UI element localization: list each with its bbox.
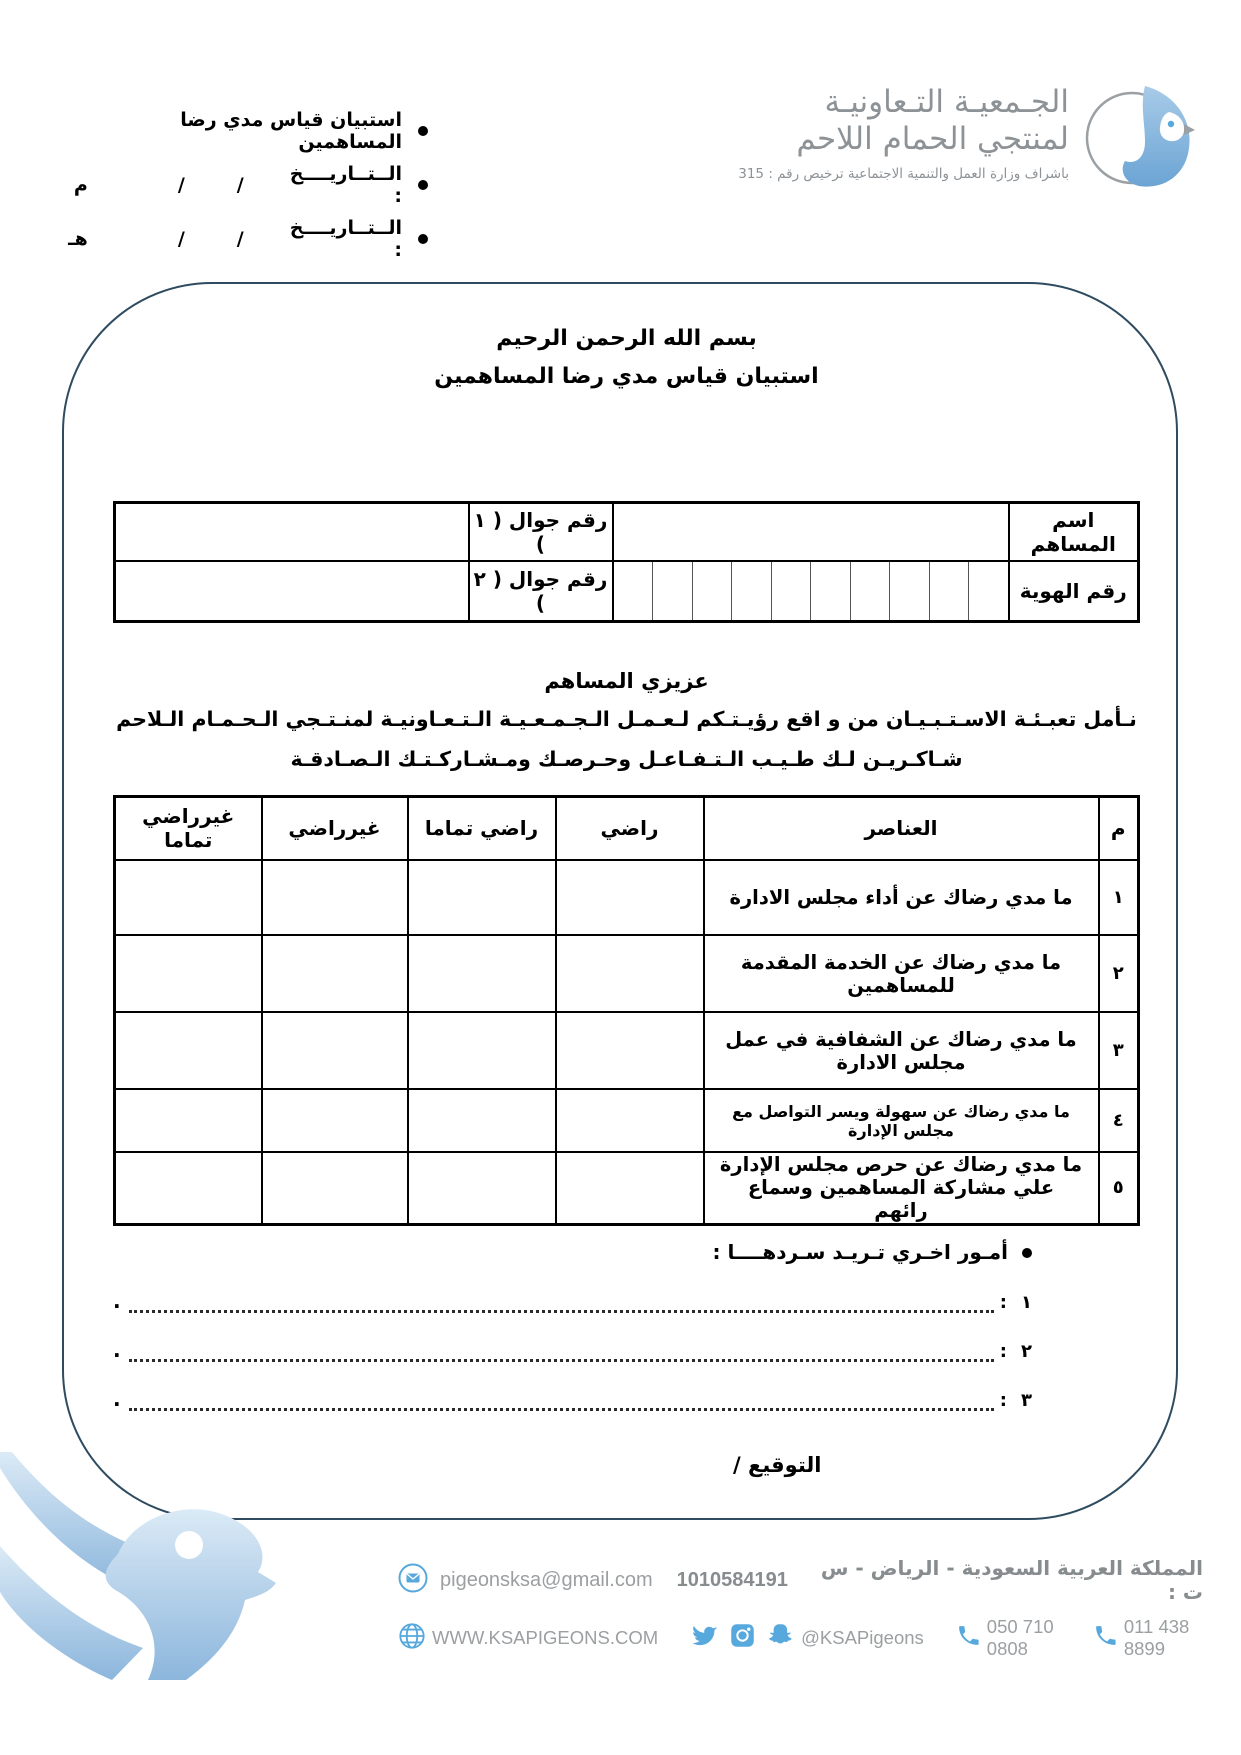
footer-phone1: 050 710 0808 [986, 1616, 1054, 1659]
note-period: . [113, 1386, 121, 1411]
bullet-date-gregorian [73, 158, 428, 212]
bullet-icon [1022, 1248, 1032, 1258]
footer-line2 [398, 1616, 1203, 1660]
survey-header-row [115, 796, 1139, 860]
survey-row [115, 1089, 1139, 1152]
rating-cell-satisfied[interactable] [556, 860, 704, 935]
footer [398, 1556, 1203, 1660]
survey-question: ما مدي رضاك عن حرص مجلس الإدارة علي مشاركة المساهمين وسماع رائهم [704, 1152, 1099, 1224]
bullet-icon [418, 180, 428, 190]
note-line [113, 1338, 1140, 1362]
globe-icon [398, 1622, 426, 1655]
row-number: ٤ [1099, 1089, 1139, 1152]
row-number: ٣ [1099, 1012, 1139, 1089]
header-items: العناصر [704, 796, 1099, 860]
rating-cell-very-unsatisfied[interactable] [115, 860, 262, 935]
rating-cell-very-unsatisfied[interactable] [115, 935, 262, 1012]
email-icon [398, 1563, 428, 1597]
intro-line2: شـاكـريـن لـك طـيـب الـتـفـاعـل وحـرصـك ومـشـاركـتـك الـصـادقـة [290, 746, 963, 771]
footer-line1 [398, 1556, 1203, 1604]
rating-cell-very-satisfied[interactable] [408, 860, 556, 935]
rating-cell-unsatisfied[interactable] [262, 860, 408, 935]
rating-cell-very-satisfied[interactable] [408, 935, 556, 1012]
header-satisfied: راضي [556, 796, 704, 860]
row-number: ٥ [1099, 1152, 1139, 1224]
id-number-cell [613, 561, 1009, 622]
survey-question: ما مدي رضاك عن سهولة ويسر التواصل مع مجلس الإدارة [704, 1089, 1099, 1152]
id-label: رقم الهوية [1009, 561, 1139, 622]
survey-row [115, 860, 1139, 935]
instagram-icon [729, 1622, 756, 1654]
bullet-icon [418, 126, 428, 136]
pigeon-logo-icon [1085, 84, 1197, 194]
header-unsatisfied: غيرراضي [262, 796, 408, 860]
survey-row [115, 1012, 1139, 1089]
other-notes-heading [113, 1240, 1140, 1264]
id-digit-box[interactable] [614, 562, 653, 620]
name-label: اسم المساهم [1009, 503, 1139, 561]
id-digit-box[interactable] [731, 562, 771, 620]
date-slash: / [236, 228, 244, 250]
row-number: ١ [1099, 860, 1139, 935]
date-slash: / [177, 174, 185, 196]
bullet-survey-title-text: استبيان قياس مدي رضا المساهمين [180, 109, 402, 153]
org-name-line1: الجـمعيـة التـعاونيـة [824, 84, 1069, 120]
date-slash: / [177, 228, 185, 250]
org-name-line2: لمنتجي الحمام اللاحم [796, 121, 1069, 157]
name-input[interactable] [613, 503, 1009, 561]
rating-cell-satisfied[interactable] [556, 1012, 704, 1089]
phone-icon [956, 1623, 981, 1653]
mobile2-input[interactable] [115, 561, 469, 622]
note-number: ٢ [1021, 1340, 1032, 1362]
mobile1-label: رقم جوال ( ١ ) [469, 503, 613, 561]
rating-cell-unsatisfied[interactable] [262, 935, 408, 1012]
rating-cell-very-satisfied[interactable] [408, 1089, 556, 1152]
id-digit-box[interactable] [692, 562, 732, 620]
header-num: م [1099, 796, 1139, 860]
date-label: الــتــاريــــخ : [289, 217, 402, 261]
id-digit-box[interactable] [850, 562, 890, 620]
survey-question: ما مدي رضاك عن أداء مجلس الادارة [704, 860, 1099, 935]
intro-line1: نـأمل تعبـئـة الاسـتـبـيـان من و اقع رؤيـتـكم لـعـمـل الـجـمـعـيـة الـتـعـاونيـة لمنـتـجي الـحـمـام الـلاحم [116, 706, 1137, 731]
greeting-text: عزيزي المساهم [544, 668, 709, 693]
footer-website[interactable]: WWW.KSAPIGEONS.COM [432, 1627, 659, 1648]
rating-cell-unsatisfied[interactable] [262, 1152, 408, 1224]
header-very-satisfied: راضي تماما [408, 796, 556, 860]
info-row-id [115, 561, 1139, 622]
note-period: . [113, 1288, 121, 1313]
id-digit-box[interactable] [771, 562, 811, 620]
note-input-line[interactable] [129, 1394, 994, 1411]
note-period: . [113, 1337, 121, 1362]
corner-bird-illustration [0, 1452, 292, 1755]
phone-icon [1093, 1623, 1118, 1653]
satisfaction-survey-table [113, 795, 1140, 1226]
mobile2-label: رقم جوال ( ٢ ) [469, 561, 613, 622]
survey-question: ما مدي رضاك عن الشفافية في عمل مجلس الادارة [704, 1012, 1099, 1089]
id-digit-box[interactable] [929, 562, 969, 620]
survey-question: ما مدي رضاك عن الخدمة المقدمة للمساهمين [704, 935, 1099, 1012]
footer-email[interactable]: pigeonsksa@gmail.com [440, 1568, 653, 1591]
header-bullet-list [68, 104, 428, 266]
footer-phone2: 011 438 8899 [1123, 1616, 1190, 1659]
id-digit-box[interactable] [968, 562, 1008, 620]
basmala-text: بسم الله الرحمن الرحيم [496, 326, 757, 351]
survey-row [115, 1152, 1139, 1224]
rating-cell-very-satisfied[interactable] [408, 1152, 556, 1224]
rating-cell-unsatisfied[interactable] [262, 1089, 408, 1152]
note-line [113, 1289, 1140, 1313]
other-notes-section [113, 1240, 1140, 1411]
date-label: الــتــاريــــخ : [289, 163, 402, 207]
twitter-icon [690, 1622, 717, 1654]
shareholder-info-table [113, 501, 1140, 623]
bullet-date-hijri [68, 212, 428, 266]
bullet-survey-title [92, 104, 428, 158]
info-row-name [115, 503, 1139, 561]
note-number: ١ [1021, 1291, 1032, 1313]
bullet-icon [418, 234, 428, 244]
mobile1-input[interactable] [115, 503, 469, 561]
survey-row [115, 935, 1139, 1012]
id-digit-box[interactable] [652, 562, 692, 620]
date-slash: / [236, 174, 244, 196]
rating-cell-satisfied[interactable] [556, 1152, 704, 1224]
form-sheet [62, 282, 1178, 1520]
other-notes-label: أمـور اخـري تـريـد سـردهــــا : [712, 1239, 1008, 1264]
note-colon: : [999, 1340, 1007, 1362]
footer-address: المملكة العربية السعودية - الرياض - س ت : [820, 1556, 1203, 1604]
footer-social-handle[interactable]: @KSAPigeons [801, 1627, 924, 1648]
header-very-unsatisfied: غيرراضي تماما [115, 796, 262, 860]
organization-brand [738, 84, 1197, 194]
snapchat-icon [768, 1622, 795, 1654]
note-colon: : [999, 1389, 1007, 1411]
rating-cell-very-unsatisfied[interactable] [115, 1089, 262, 1152]
rating-cell-satisfied[interactable] [556, 935, 704, 1012]
date-era-hijri: هـ [68, 228, 88, 250]
rating-cell-very-unsatisfied[interactable] [115, 1152, 262, 1224]
row-number: ٢ [1099, 935, 1139, 1012]
footer-cr-number: 1010584191 [676, 1568, 788, 1591]
id-digit-box[interactable] [889, 562, 929, 620]
rating-cell-very-unsatisfied[interactable] [115, 1012, 262, 1089]
note-colon: : [999, 1291, 1007, 1313]
note-input-line[interactable] [129, 1296, 994, 1313]
org-license-subtitle: باشراف وزارة العمل والتنمية الاجتماعية ترخيص رقم : 315 [738, 166, 1069, 182]
form-title: استبيان قياس مدي رضا المساهمين [434, 364, 819, 389]
note-number: ٣ [1021, 1389, 1032, 1411]
date-era-gregorian: م [73, 174, 88, 196]
note-input-line[interactable] [129, 1345, 994, 1362]
rating-cell-very-satisfied[interactable] [408, 1012, 556, 1089]
rating-cell-satisfied[interactable] [556, 1089, 704, 1152]
note-line [113, 1387, 1140, 1411]
rating-cell-unsatisfied[interactable] [262, 1012, 408, 1089]
id-digit-box[interactable] [810, 562, 850, 620]
signature-label: التوقيع / [733, 1452, 822, 1477]
